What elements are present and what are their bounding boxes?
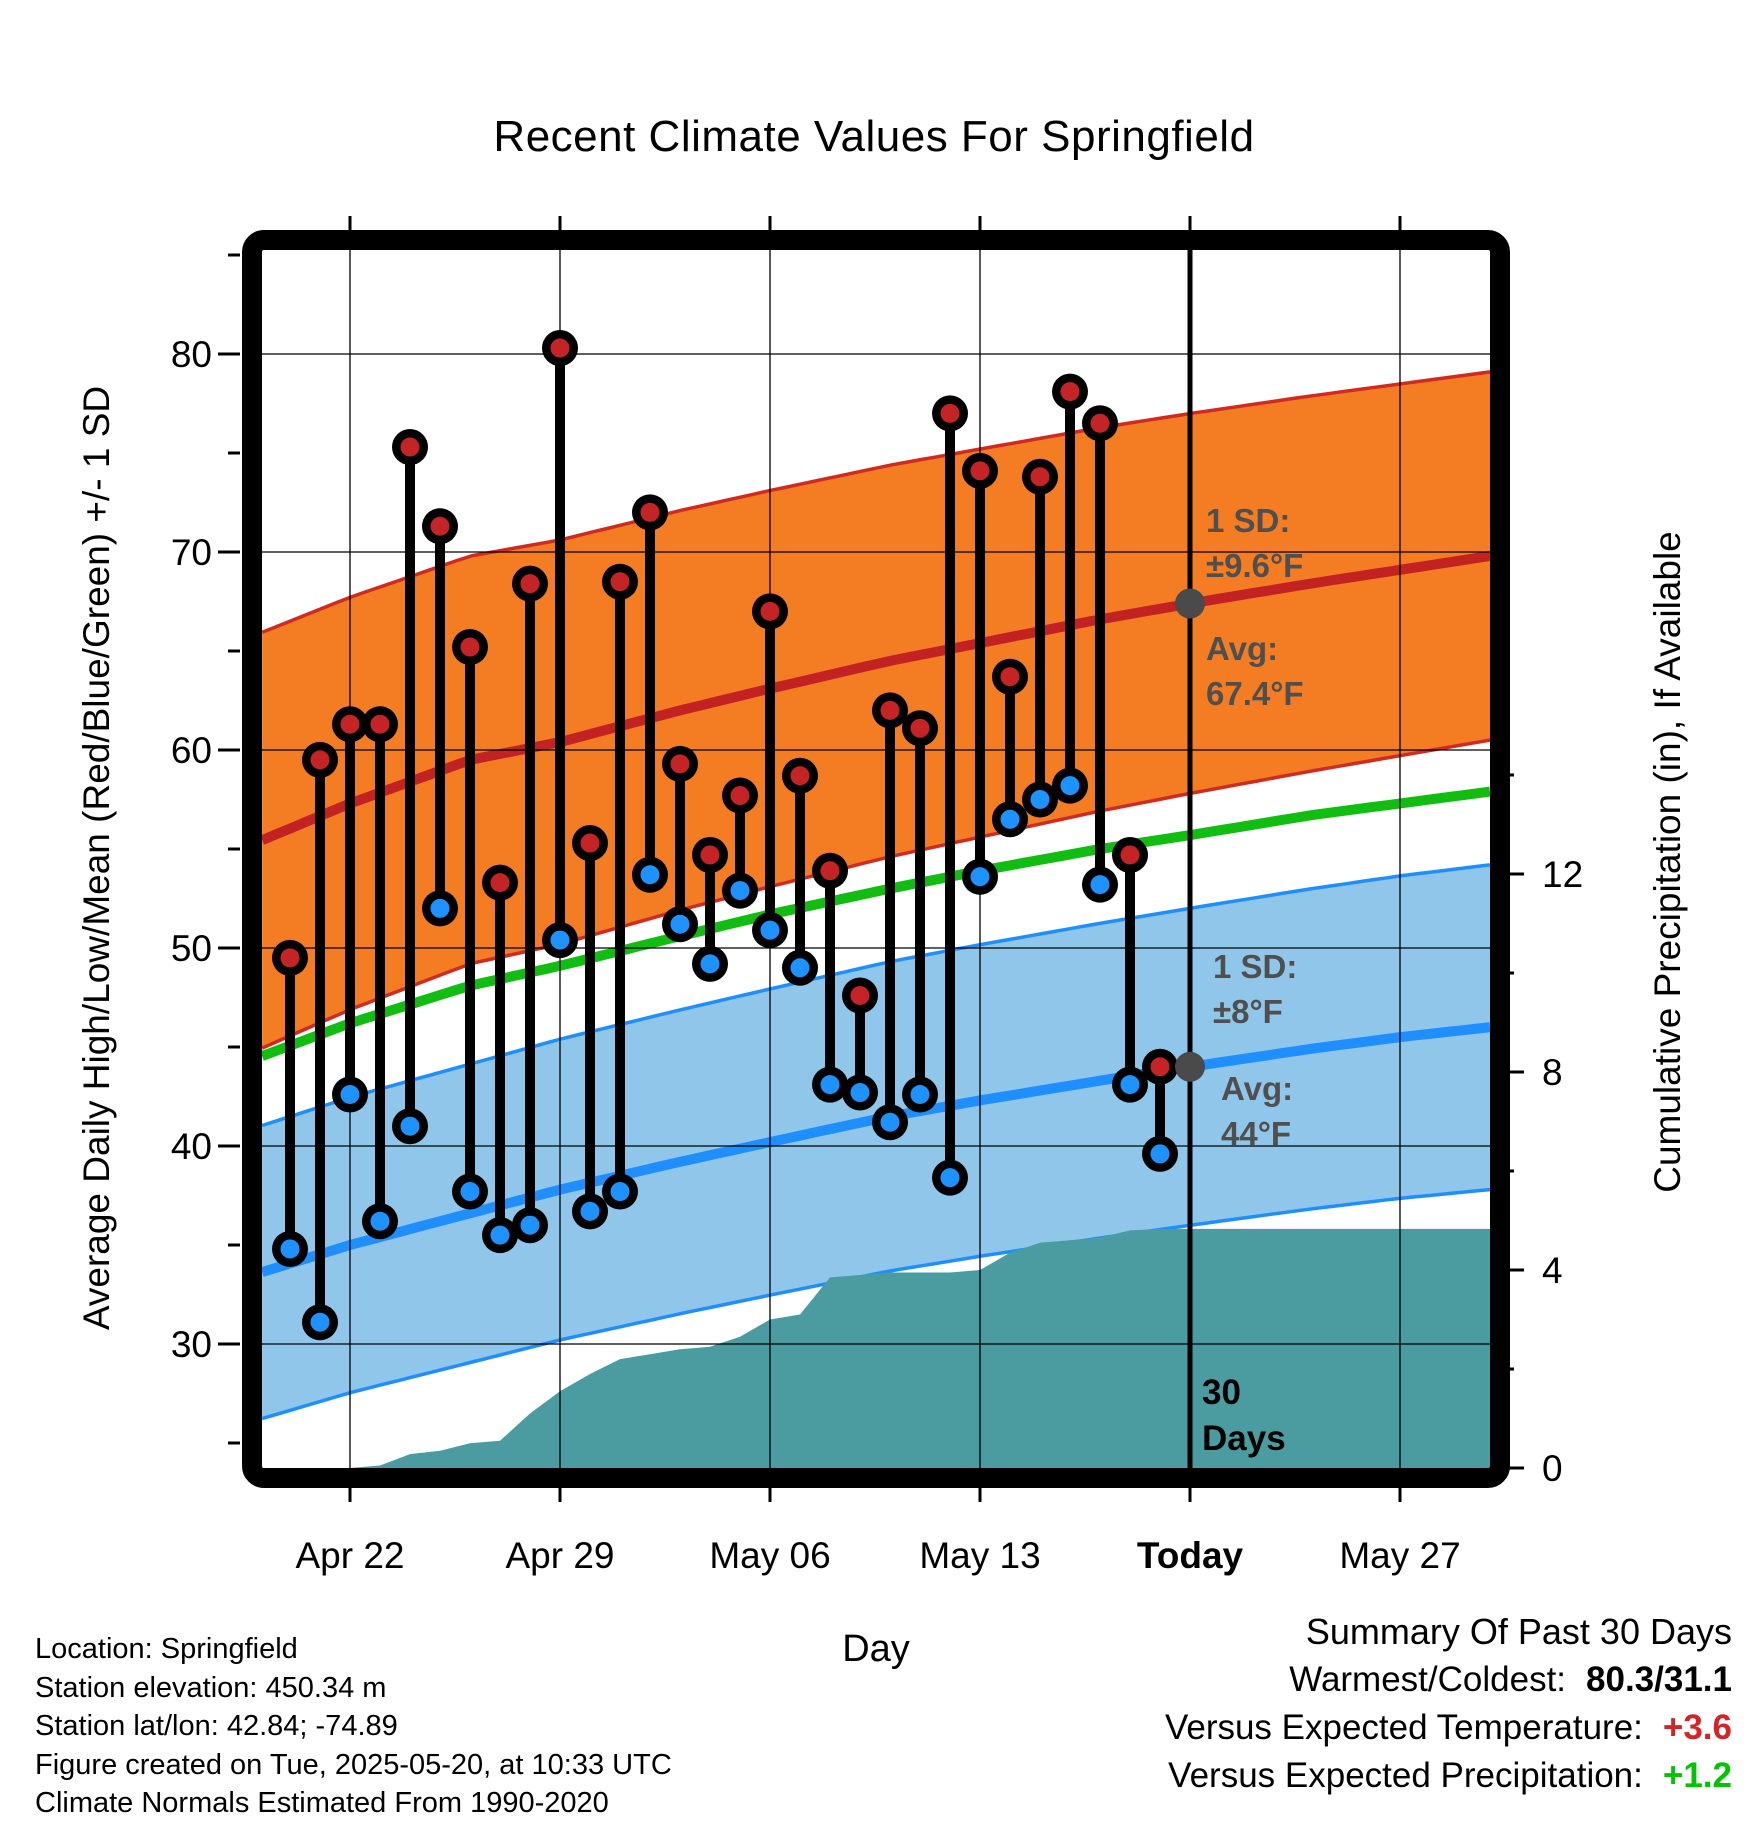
low-dot bbox=[701, 954, 720, 973]
low-dot bbox=[971, 867, 990, 886]
low-dot bbox=[761, 921, 780, 940]
annotation-low-sd-line2: ±8°F bbox=[1213, 993, 1283, 1030]
high-dot bbox=[821, 861, 840, 880]
high-dot bbox=[1001, 667, 1020, 686]
station-metadata bbox=[35, 1630, 672, 1823]
high-dot bbox=[491, 873, 510, 892]
y-right-tick-label: 8 bbox=[1542, 1052, 1563, 1093]
y-left-tick-label: 30 bbox=[170, 1324, 212, 1365]
high-dot bbox=[1061, 382, 1080, 401]
high-dot bbox=[611, 572, 630, 591]
y-right-tick-label: 12 bbox=[1542, 854, 1584, 895]
annotation-high-avg-line2: 67.4°F bbox=[1206, 675, 1304, 712]
high-dot bbox=[431, 517, 450, 536]
x-tick-label: May 06 bbox=[709, 1535, 831, 1576]
annotation-low-avg-line1: Avg: bbox=[1221, 1070, 1294, 1107]
high-dot bbox=[281, 948, 300, 967]
high-dot bbox=[551, 339, 570, 358]
low-dot bbox=[1151, 1144, 1170, 1163]
chart-title: Recent Climate Values For Springfield bbox=[493, 112, 1255, 161]
summary-label: Versus Expected Precipitation: bbox=[1168, 1756, 1643, 1795]
annotation-high-sd bbox=[1206, 498, 1303, 588]
low-dot bbox=[1091, 875, 1110, 894]
low-dot bbox=[1031, 790, 1050, 809]
annotation-high-sd-line2: ±9.6°F bbox=[1206, 547, 1304, 584]
low-dot bbox=[791, 958, 810, 977]
x-tick-label: Apr 29 bbox=[505, 1535, 615, 1576]
low-dot bbox=[641, 865, 660, 884]
low-dot bbox=[341, 1085, 360, 1104]
x-axis-label: Day bbox=[842, 1628, 910, 1670]
x-tick-label: Apr 22 bbox=[295, 1535, 405, 1576]
low-dot bbox=[281, 1239, 300, 1258]
summary-label: Warmest/Coldest: bbox=[1289, 1660, 1567, 1699]
high-dot bbox=[971, 461, 990, 480]
low-dot bbox=[941, 1168, 960, 1187]
low-dot bbox=[911, 1085, 930, 1104]
x-tick-label: Today bbox=[1136, 1535, 1244, 1576]
y-left-tick-label: 40 bbox=[170, 1126, 212, 1167]
x-tick-label: May 13 bbox=[919, 1535, 1041, 1576]
summary-title: Summary Of Past 30 Days bbox=[1305, 1611, 1732, 1652]
stem-may-04 bbox=[692, 837, 728, 982]
summary-row-warmest-coldest bbox=[1165, 1656, 1732, 1704]
annotation-low-sd bbox=[1213, 944, 1297, 1034]
y-right-tick-label: 4 bbox=[1542, 1250, 1563, 1291]
summary-row-vs-precipitation bbox=[1165, 1752, 1732, 1800]
high-dot bbox=[581, 834, 600, 853]
high-dot bbox=[641, 503, 660, 522]
high-dot bbox=[941, 404, 960, 423]
high-dot bbox=[701, 845, 720, 864]
annotation-high-avg-line1: Avg: bbox=[1206, 630, 1279, 667]
annotation-30-days bbox=[1202, 1370, 1286, 1462]
low-dot bbox=[371, 1212, 390, 1231]
low-dot bbox=[491, 1226, 510, 1245]
low-dot bbox=[881, 1113, 900, 1132]
low-dot bbox=[611, 1182, 630, 1201]
annotation-high-sd-line1: 1 SD: bbox=[1206, 502, 1291, 539]
low-dot bbox=[821, 1075, 840, 1094]
low-dot bbox=[1061, 776, 1080, 795]
high-dot bbox=[731, 786, 750, 805]
high-dot bbox=[371, 715, 390, 734]
high-dot bbox=[1151, 1057, 1170, 1076]
metadata-created: Figure created on Tue, 2025-05-20, at 10:33 UTC bbox=[35, 1748, 672, 1781]
y-left-tick-label: 50 bbox=[170, 928, 212, 969]
low-dot bbox=[581, 1202, 600, 1221]
high-dot bbox=[311, 750, 330, 769]
annotation-low-sd-line1: 1 SD: bbox=[1213, 948, 1298, 985]
y-axis-right-label: Cumulative Precipitation (in), If Available bbox=[1647, 531, 1688, 1193]
low-dot bbox=[1121, 1075, 1140, 1094]
high-dot bbox=[1121, 845, 1140, 864]
metadata-elevation: Station elevation: 450.34 m bbox=[35, 1671, 387, 1704]
metadata-location: Location: Springfield bbox=[35, 1633, 298, 1665]
y-left-tick-label: 70 bbox=[170, 532, 212, 573]
low-dot bbox=[551, 931, 570, 950]
metadata-normals: Climate Normals Estimated From 1990-2020 bbox=[35, 1787, 609, 1819]
summary-block bbox=[1165, 1608, 1732, 1800]
low-dot bbox=[431, 899, 450, 918]
low-dot bbox=[731, 881, 750, 900]
high-dot bbox=[461, 638, 480, 657]
low-dot bbox=[851, 1083, 870, 1102]
low-dot bbox=[521, 1216, 540, 1235]
high-dot bbox=[851, 986, 870, 1005]
summary-label: Versus Expected Temperature: bbox=[1164, 1708, 1643, 1747]
metadata-latlon: Station lat/lon: 42.84; -74.89 bbox=[35, 1710, 398, 1742]
high-dot bbox=[911, 719, 930, 738]
annotation-low-avg bbox=[1221, 1066, 1293, 1156]
summary-value: +1.2 bbox=[1662, 1756, 1732, 1795]
y-axis-left-label: Average Daily High/Low/Mean (Red/Blue/Green) +/- 1 SD bbox=[76, 385, 117, 1331]
high-dot bbox=[791, 766, 810, 785]
y-left-tick-label: 60 bbox=[170, 730, 212, 771]
today-high-avg-marker bbox=[1175, 588, 1205, 618]
low-dot bbox=[461, 1182, 480, 1201]
summary-row-vs-temperature bbox=[1165, 1704, 1732, 1752]
summary-value: 80.3/31.1 bbox=[1586, 1660, 1732, 1699]
high-dot bbox=[1091, 414, 1110, 433]
annotation-30-days-line1: 30 bbox=[1202, 1373, 1241, 1412]
high-dot bbox=[1031, 467, 1050, 486]
low-dot bbox=[1001, 810, 1020, 829]
annotation-low-avg-line2: 44°F bbox=[1221, 1115, 1292, 1152]
high-dot bbox=[761, 602, 780, 621]
x-tick-label: May 27 bbox=[1339, 1535, 1461, 1576]
summary-value: +3.6 bbox=[1662, 1708, 1732, 1747]
y-right-tick-label: 0 bbox=[1542, 1448, 1563, 1489]
low-dot bbox=[671, 915, 690, 934]
annotation-high-avg bbox=[1206, 626, 1304, 716]
low-dot bbox=[311, 1313, 330, 1332]
y-left-tick-label: 80 bbox=[170, 334, 212, 375]
high-dot bbox=[881, 701, 900, 720]
high-dot bbox=[521, 574, 540, 593]
high-dot bbox=[341, 715, 360, 734]
high-dot bbox=[401, 438, 420, 457]
annotation-30-days-line2: Days bbox=[1202, 1419, 1286, 1458]
low-dot bbox=[401, 1117, 420, 1136]
today-low-avg-marker bbox=[1175, 1052, 1205, 1082]
high-dot bbox=[671, 754, 690, 773]
